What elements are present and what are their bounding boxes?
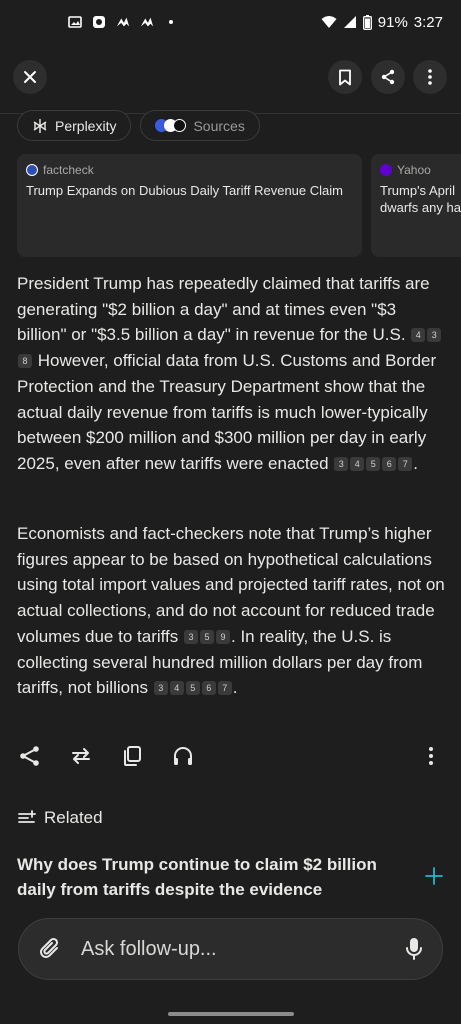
close-button[interactable] <box>13 60 47 94</box>
citation-badge[interactable]: 8 <box>18 354 32 368</box>
image-notification-icon <box>68 15 82 29</box>
copy-button[interactable] <box>120 744 144 768</box>
repeat-icon <box>70 745 92 767</box>
answer-chips <box>17 110 260 141</box>
source-card[interactable] <box>371 154 461 257</box>
citation-badge[interactable]: 5 <box>186 681 200 695</box>
citation-badge[interactable]: 5 <box>200 630 214 644</box>
more-notifications-dot-icon <box>164 15 178 29</box>
source-cards <box>17 154 461 257</box>
home-indicator[interactable] <box>168 1012 294 1016</box>
follow-up-input[interactable] <box>81 938 406 961</box>
bird-notification-icon <box>116 15 130 29</box>
more-vertical-icon <box>428 69 432 85</box>
battery-percent: 91% <box>377 13 408 31</box>
bookmark-button[interactable] <box>328 60 362 94</box>
share-answer-button[interactable] <box>18 744 42 768</box>
share-icon <box>19 745 41 767</box>
answer-actions <box>18 744 443 772</box>
source-card[interactable] <box>17 154 362 257</box>
citation-badge[interactable]: 4 <box>350 457 364 471</box>
related-question[interactable]: Why does Trump continue to claim $2 billion daily from tariffs despite the evidence <box>17 855 377 899</box>
citation-badge[interactable]: 3 <box>427 328 441 342</box>
answer-text: . In reality, the U.S. is collecting several hundred million dollars per day from tariffs, not billions <box>17 626 423 698</box>
perplexity-logo-icon <box>32 118 48 134</box>
listen-button[interactable] <box>171 744 195 768</box>
citation-badge[interactable]: 4 <box>170 681 184 695</box>
signal-icon <box>343 15 357 29</box>
follow-up-bar <box>18 918 443 980</box>
close-icon <box>23 70 37 84</box>
related-heading-label: Related <box>44 808 103 827</box>
more-options-button[interactable] <box>413 60 447 94</box>
source-favicon-icon <box>173 119 186 132</box>
answer-text: Economists and fact-checkers note that Trump’s higher figures appear to be based on hypothetical calculations using total import values and projected tariff rates, not on actual collections, and do not account for reduced trade volumes due to tariffs <box>17 524 445 646</box>
clock: 3:27 <box>413 13 443 31</box>
microphone-icon[interactable] <box>406 937 422 961</box>
source-card-name: factcheck <box>43 163 94 177</box>
source-card-title-line: dwarfs any ha <box>380 200 461 215</box>
source-card-title: Trump Expands on Dubious Daily Tariff Revenue Claim <box>26 183 343 198</box>
plus-icon[interactable] <box>424 866 444 886</box>
wifi-icon <box>321 15 337 29</box>
perplexity-chip-label: Perplexity <box>55 117 117 134</box>
citation-badge[interactable]: 7 <box>218 681 232 695</box>
citation-badge[interactable]: 6 <box>382 457 396 471</box>
headphones-icon <box>172 745 194 767</box>
citation-badge[interactable]: 3 <box>184 630 198 644</box>
copy-icon <box>121 745 143 767</box>
source-card-name: Yahoo <box>397 163 431 177</box>
answer-text: However, official data from U.S. Customs and Border Protection and the Treasury Department show that the actual daily revenue from tariffs is much lower-typically between $200 million and $300 million per day in early 2025, even after new tariffs were enacted <box>17 351 437 473</box>
citation-badge[interactable]: 7 <box>398 457 412 471</box>
share-icon <box>380 69 396 85</box>
answer-more-button[interactable] <box>419 744 443 768</box>
yahoo-favicon-icon <box>380 164 392 176</box>
answer-text: . <box>232 678 238 698</box>
source-card-title-line: Trump's April <box>380 183 455 198</box>
citation-badge[interactable]: 3 <box>334 457 348 471</box>
citation-badge[interactable]: 4 <box>411 328 425 342</box>
answer-paragraph <box>17 521 447 701</box>
related-heading <box>18 808 103 828</box>
perplexity-chip[interactable] <box>17 110 131 141</box>
answer-text: . <box>413 453 419 473</box>
related-list-icon <box>18 810 36 826</box>
attach-paperclip-icon[interactable] <box>39 937 61 961</box>
answer-paragraph <box>17 271 447 477</box>
sources-chip-label: Sources <box>193 117 245 134</box>
top-bar <box>0 60 461 100</box>
more-vertical-icon <box>429 747 433 765</box>
share-button[interactable] <box>371 60 405 94</box>
rewrite-button[interactable] <box>69 744 93 768</box>
bird-notification-icon-2 <box>140 15 154 29</box>
sources-chip[interactable] <box>140 110 259 141</box>
citation-badge[interactable]: 9 <box>216 630 230 644</box>
citation-badge[interactable]: 5 <box>366 457 380 471</box>
answer-text: President Trump has repeatedly claimed that tariffs are generating "$2 billion a day" and at times even "$3 billion" or "$3.5 billion a day" in revenue for the U.S. <box>17 274 430 345</box>
factcheck-favicon-icon <box>26 164 38 176</box>
system-status <box>321 14 443 31</box>
battery-icon <box>363 15 372 30</box>
source-favicons <box>155 119 186 132</box>
bookmark-icon <box>338 69 352 86</box>
notification-icons <box>68 15 178 29</box>
source-card-title <box>380 182 461 216</box>
citation-badge[interactable]: 3 <box>154 681 168 695</box>
citation-badge[interactable]: 6 <box>202 681 216 695</box>
app-notification-icon <box>92 15 106 29</box>
status-bar <box>0 0 461 44</box>
